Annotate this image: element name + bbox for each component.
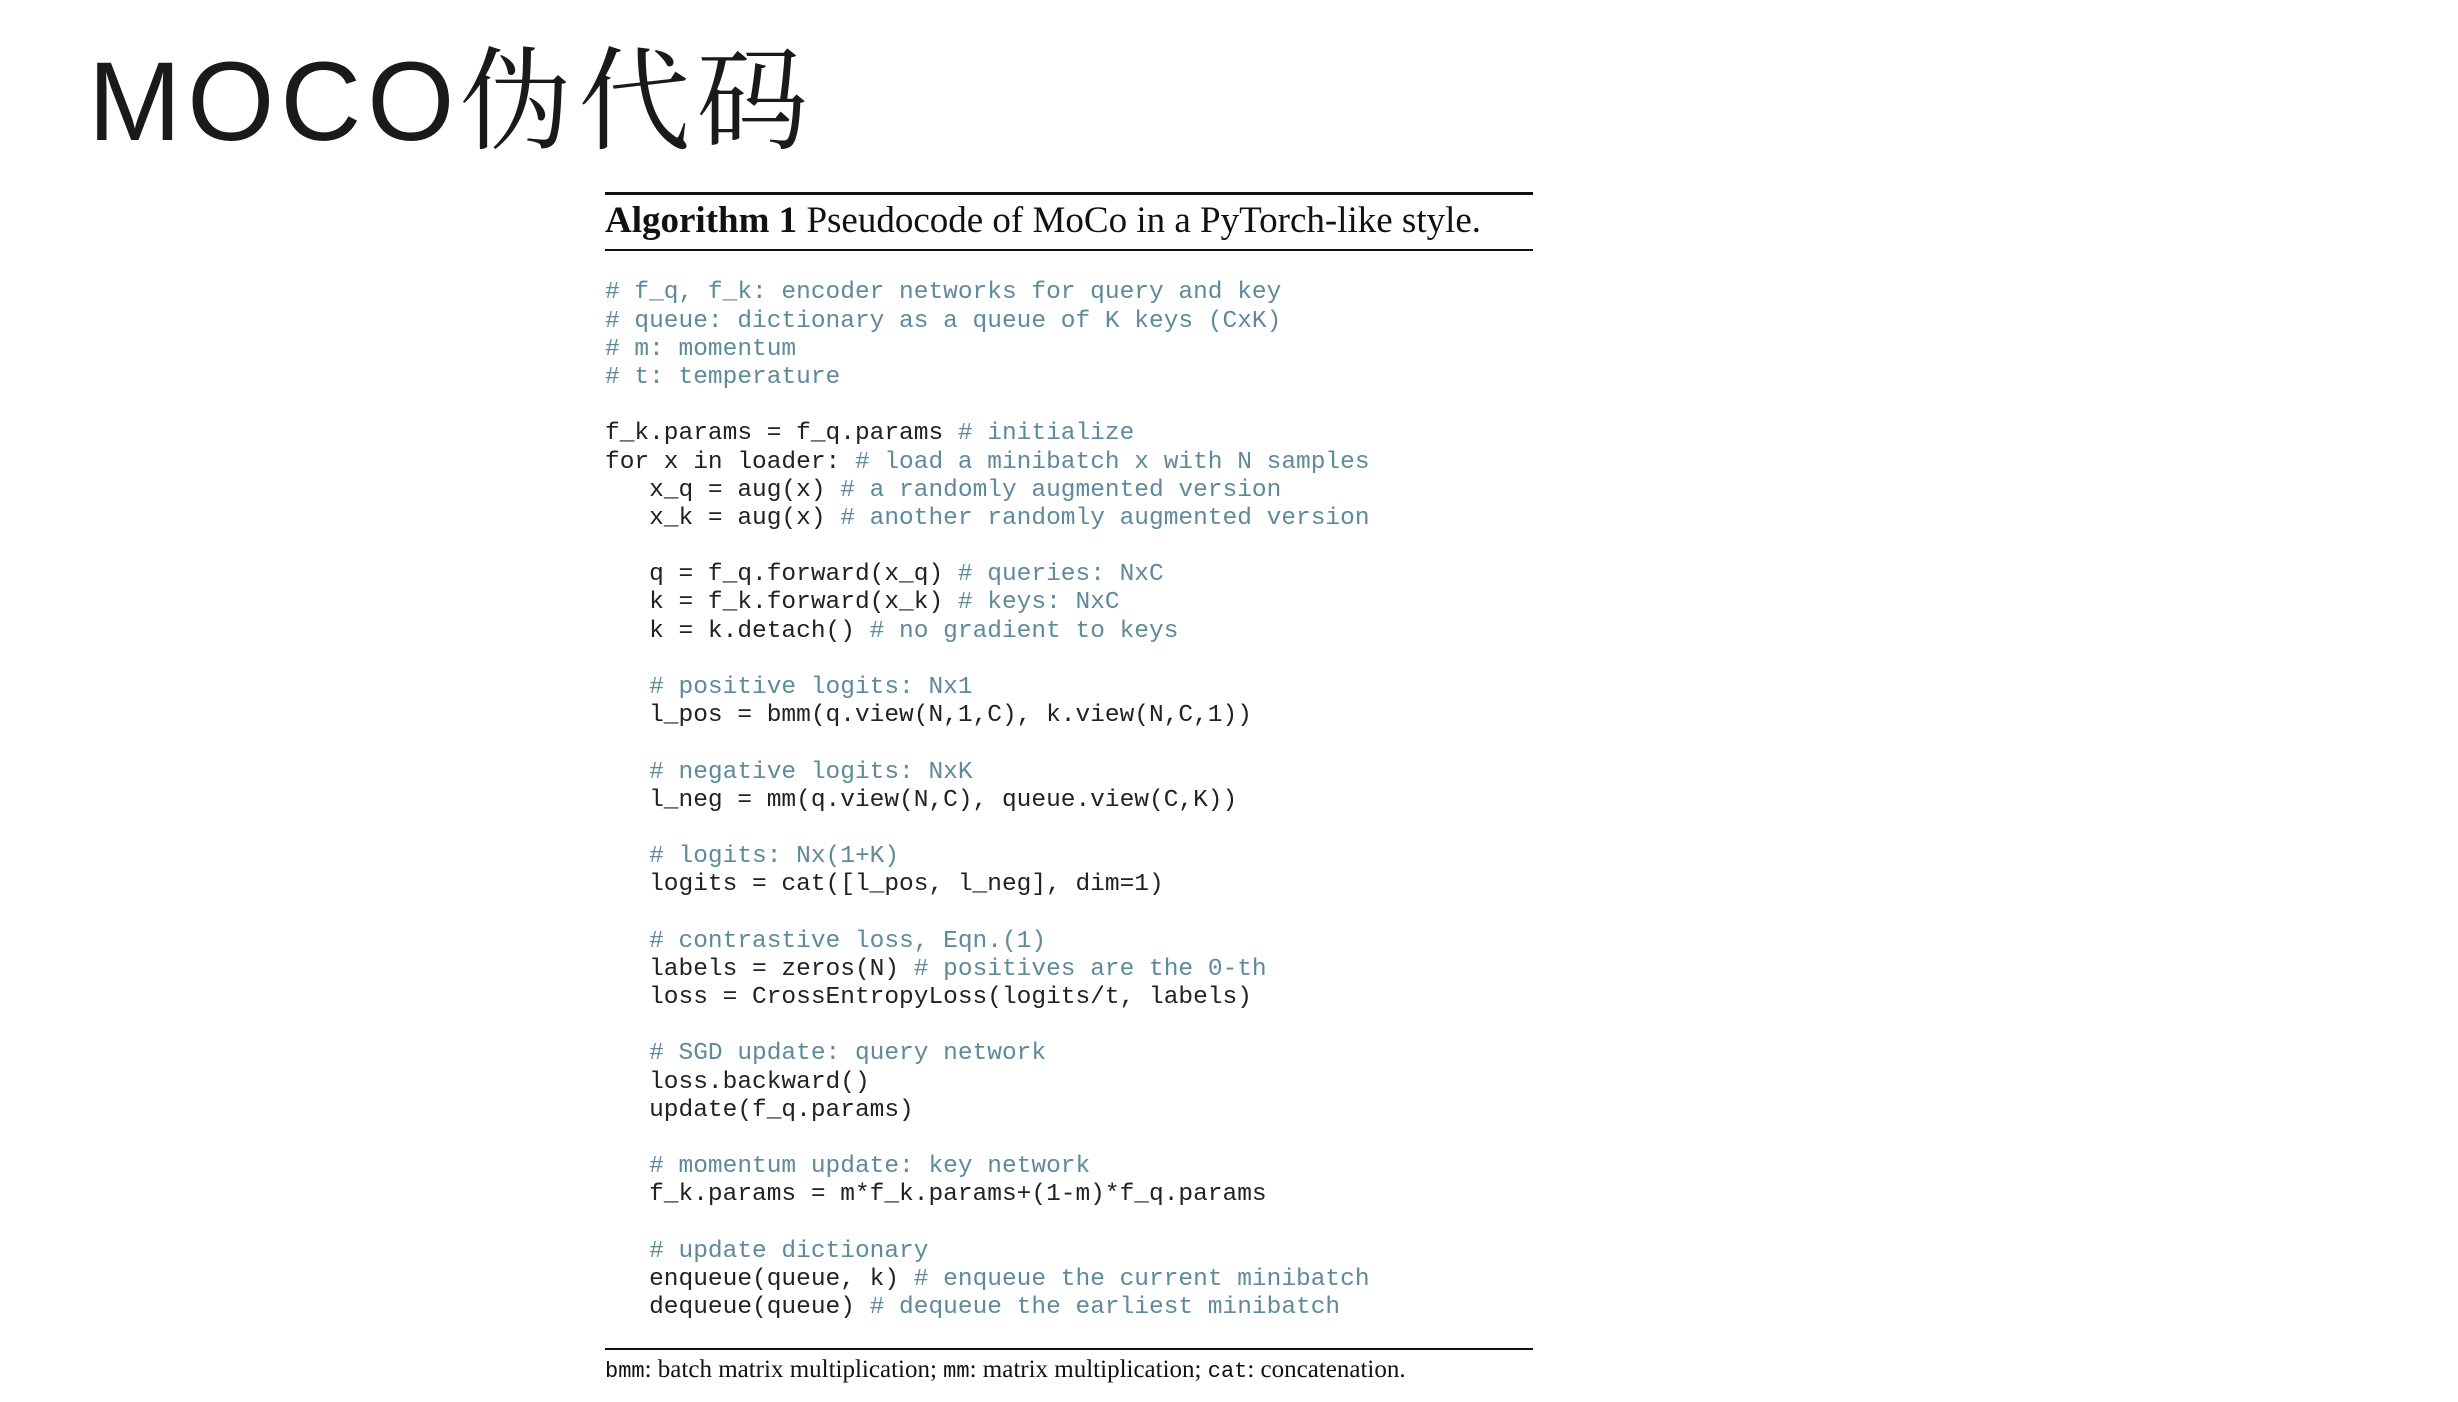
code-line [605,449,1533,477]
code-line [605,1294,1533,1322]
code-indent [605,1153,649,1180]
code-line [605,759,1533,787]
footnote-cat-text: : concatenation. [1247,1356,1406,1384]
code-comment: # f_q, f_k: encoder networks for query and key [605,279,1282,307]
code-comment: # no gradient to keys [869,617,1179,645]
code-line [605,477,1533,505]
code-comment: # m: momentum [605,335,797,363]
code-line [605,618,1533,646]
footnote-mm: mm [943,1359,970,1385]
code-text: dequeue(queue) [649,1294,870,1322]
code-line [605,900,1533,928]
algorithm-footnote [605,1350,1533,1384]
code-line [605,589,1533,617]
code-comment: # enqueue the current minibatch [913,1265,1370,1293]
pseudocode-block [605,279,1533,1322]
footnote-mm-text: : matrix multiplication; [969,1356,1208,1384]
code-line [605,1069,1533,1097]
code-indent [605,928,649,955]
code-comment: # a randomly augmented version [840,476,1282,504]
code-text: labels = zeros(N) [649,955,914,983]
code-text: x_q = aug(x) [649,476,841,504]
code-line [605,1238,1533,1266]
code-comment: # dequeue the earliest minibatch [869,1294,1341,1322]
code-line [605,815,1533,843]
code-text: q = f_q.forward(x_q) [649,561,958,589]
code-comment: # SGD update: query network [649,1040,1047,1068]
code-text: loss.backward() [649,1068,870,1096]
code-line [605,392,1533,420]
code-indent [605,984,649,1011]
code-text: k = k.detach() [649,617,870,645]
code-line [605,1125,1533,1153]
code-indent [605,1266,649,1293]
algorithm-caption-text: Pseudocode of MoCo in a PyTorch-like style. [797,200,1482,241]
code-indent [605,871,649,898]
code-indent [605,561,649,588]
code-text: f_k.params = m*f_k.params+(1-m)*f_q.params [649,1181,1267,1209]
code-indent [605,589,649,616]
code-comment: # another randomly augmented version [840,504,1370,532]
code-comment: # update dictionary [649,1237,929,1265]
code-indent [605,674,649,701]
code-comment: # queries: NxC [957,561,1164,589]
code-line [605,984,1533,1012]
code-text: k = f_k.forward(x_k) [649,589,958,617]
code-text: f_k.params = f_q.params [605,420,958,448]
caption-rule [605,249,1533,251]
code-indent [605,843,649,870]
code-text: update(f_q.params) [649,1096,914,1124]
code-line [605,1040,1533,1068]
code-comment: # initialize [957,420,1135,448]
code-comment: # positives are the 0-th [913,955,1267,983]
code-line [605,533,1533,561]
footnote-bmm: bmm [605,1359,645,1385]
code-comment: # contrastive loss, Eqn.(1) [649,927,1047,955]
code-line [605,336,1533,364]
code-line [605,1210,1533,1238]
code-line [605,956,1533,984]
code-comment: # queue: dictionary as a queue of K keys (CxK) [605,307,1282,335]
code-indent [605,1040,649,1067]
footnote-bmm-text: : batch matrix multiplication; [644,1356,944,1384]
code-comment: # logits: Nx(1+K) [649,843,900,871]
code-line [605,279,1533,307]
slide-title: MOCO伪代码 [88,39,815,164]
code-comment: # momentum update: key network [649,1153,1091,1181]
code-text: for x in loader: [605,448,855,476]
code-line [605,364,1533,392]
code-indent [605,1069,649,1096]
code-indent [605,702,649,729]
code-text: l_neg = mm(q.view(N,C), queue.view(C,K)) [649,786,1238,814]
code-text: l_pos = bmm(q.view(N,1,C), k.view(N,C,1)) [649,702,1252,730]
code-indent [605,1181,649,1208]
code-indent [605,618,649,645]
code-line [605,646,1533,674]
code-indent [605,759,649,786]
code-line [605,1153,1533,1181]
code-indent [605,1238,649,1265]
algorithm-caption [605,195,1533,249]
algorithm-box [605,192,1533,1384]
code-indent [605,1097,649,1124]
code-line [605,1012,1533,1040]
code-text: enqueue(queue, k) [649,1265,914,1293]
code-line [605,1266,1533,1294]
code-indent [605,787,649,814]
code-line [605,843,1533,871]
code-line [605,420,1533,448]
code-line [605,871,1533,899]
code-line [605,1181,1533,1209]
code-line [605,561,1533,589]
code-comment: # positive logits: Nx1 [649,674,973,702]
code-line [605,928,1533,956]
code-text: logits = cat([l_pos, l_neg], dim=1) [649,871,1164,899]
code-line [605,505,1533,533]
code-comment: # negative logits: NxK [649,758,973,786]
footnote-cat: cat [1207,1359,1248,1385]
code-comment: # t: temperature [605,363,841,391]
code-comment: # keys: NxC [957,589,1120,617]
code-line [605,308,1533,336]
code-line [605,730,1533,758]
code-line [605,674,1533,702]
code-text: loss = CrossEntropyLoss(logits/t, labels) [649,984,1252,1012]
code-comment: # load a minibatch x with N samples [854,448,1370,476]
code-indent [605,956,649,983]
code-indent [605,1294,649,1321]
code-line [605,787,1533,815]
algorithm-label: Algorithm 1 [605,200,798,241]
code-indent [605,477,649,504]
code-line [605,702,1533,730]
code-line [605,1097,1533,1125]
code-indent [605,505,649,532]
code-text: x_k = aug(x) [649,504,841,532]
